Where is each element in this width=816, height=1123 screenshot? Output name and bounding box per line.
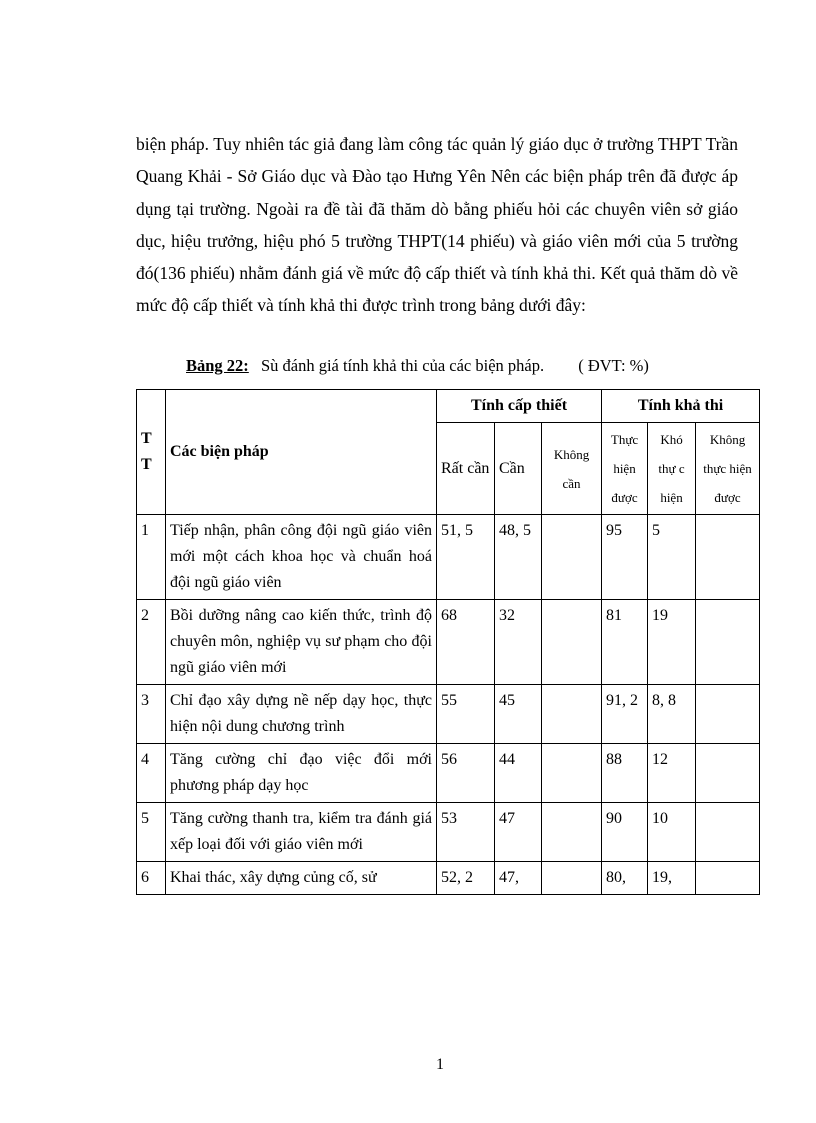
cell-rat-can: 55 [437, 685, 495, 744]
caption-unit: ( ĐVT: %) [578, 356, 649, 375]
cell-can: 47, [495, 862, 542, 895]
cell-khong-can [542, 600, 602, 685]
cell-khong-can [542, 803, 602, 862]
cell-measure: Chỉ đạo xây dựng nề nếp dạy học, thực hiện nội dung chương trình [166, 685, 437, 744]
cell-measure: Tăng cường chỉ đạo việc đổi mới phương pháp dạy học [166, 744, 437, 803]
cell-khong-thuc-hien [696, 744, 760, 803]
cell-tt: 6 [137, 862, 166, 895]
cell-thuc-hien: 88 [602, 744, 648, 803]
cell-khong-thuc-hien [696, 515, 760, 600]
cell-rat-can: 53 [437, 803, 495, 862]
cell-khong-can [542, 515, 602, 600]
cell-can: 32 [495, 600, 542, 685]
cell-kho-thuc-hien: 12 [648, 744, 696, 803]
body-paragraph: biện pháp. Tuy nhiên tác giả đang làm công tác quản lý giáo dục ở trường THPT Trần Quang Khải - Sở Giáo dục và Đào tạo Hưng Yên Nên các biện pháp trên đã được áp dụng tại trường. Ngoài ra đề tài đã thăm dò bằng phiếu hỏi các chuyên viên sở giáo dục, hiệu trưởng, hiệu phó 5 trường THPT(14 phiếu) và giáo viên mới của 5 trường đó(136 phiếu) nhằm đánh giá về mức độ cấp thiết và tính khả thi. Kết quả thăm dò về mức độ cấp thiết và tính khả thi được trình trong bảng dưới đây: [136, 134, 738, 316]
cell-can: 48, 5 [495, 515, 542, 600]
cell-rat-can: 52, 2 [437, 862, 495, 895]
cell-rat-can: 51, 5 [437, 515, 495, 600]
cell-khong-thuc-hien [696, 803, 760, 862]
caption-title: Sù đánh giá tính khả thi của các biện pháp. [260, 356, 545, 375]
cell-tt: 2 [137, 600, 166, 685]
cell-khong-thuc-hien [696, 862, 760, 895]
table-row [137, 600, 760, 685]
cell-khong-thuc-hien [696, 685, 760, 744]
table-row [137, 862, 760, 895]
cell-khong-can [542, 685, 602, 744]
cell-can: 45 [495, 685, 542, 744]
cell-thuc-hien: 81 [602, 600, 648, 685]
cell-kho-thuc-hien: 8, 8 [648, 685, 696, 744]
cell-rat-can: 68 [437, 600, 495, 685]
header-khong-thuc-hien: Không thực hiện được [696, 423, 760, 515]
cell-can: 44 [495, 744, 542, 803]
header-can: Cần [495, 423, 542, 515]
cell-tt: 4 [137, 744, 166, 803]
page-number: 1 [436, 1056, 444, 1073]
header-rat-can: Rất cần [437, 423, 495, 515]
cell-thuc-hien: 95 [602, 515, 648, 600]
table-row [137, 515, 760, 600]
cell-tt: 3 [137, 685, 166, 744]
cell-khong-can [542, 744, 602, 803]
cell-tt: 5 [137, 803, 166, 862]
cell-tt: 1 [137, 515, 166, 600]
cell-rat-can: 56 [437, 744, 495, 803]
cell-kho-thuc-hien: 19, [648, 862, 696, 895]
cell-thuc-hien: 90 [602, 803, 648, 862]
cell-kho-thuc-hien: 10 [648, 803, 696, 862]
header-group-feasibility: Tính khả thi [602, 390, 760, 423]
cell-khong-thuc-hien [696, 600, 760, 685]
cell-measure: Khai thác, xây dựng củng cố, sử [166, 862, 437, 895]
header-tt: T T [137, 390, 166, 515]
cell-measure: Tăng cường thanh tra, kiểm tra đánh giá xếp loại đối với giáo viên mới [166, 803, 437, 862]
caption-label: Bảng 22: [186, 356, 249, 375]
header-khong-can: Không cần [542, 423, 602, 515]
cell-kho-thuc-hien: 5 [648, 515, 696, 600]
cell-can: 47 [495, 803, 542, 862]
table-row [137, 685, 760, 744]
header-thuc-hien: Thực hiện được [602, 423, 648, 515]
table-caption [186, 356, 649, 376]
header-kho-thuc-hien: Khó thự c hiện [648, 423, 696, 515]
table-row [137, 803, 760, 862]
evaluation-table [136, 389, 760, 895]
cell-measure: Bồi dưỡng nâng cao kiến thức, trình độ chuyên môn, nghiệp vụ sư phạm cho đội ngũ giáo viên mới [166, 600, 437, 685]
cell-thuc-hien: 80, [602, 862, 648, 895]
cell-measure: Tiếp nhận, phân công đội ngũ giáo viên mới một cách khoa học và chuẩn hoá đội ngũ giáo viên [166, 515, 437, 600]
cell-kho-thuc-hien: 19 [648, 600, 696, 685]
table-row [137, 744, 760, 803]
header-group-necessity: Tính cấp thiết [437, 390, 602, 423]
cell-khong-can [542, 862, 602, 895]
header-row-groups [137, 390, 760, 423]
header-measure: Các biện pháp [166, 390, 437, 515]
cell-thuc-hien: 91, 2 [602, 685, 648, 744]
